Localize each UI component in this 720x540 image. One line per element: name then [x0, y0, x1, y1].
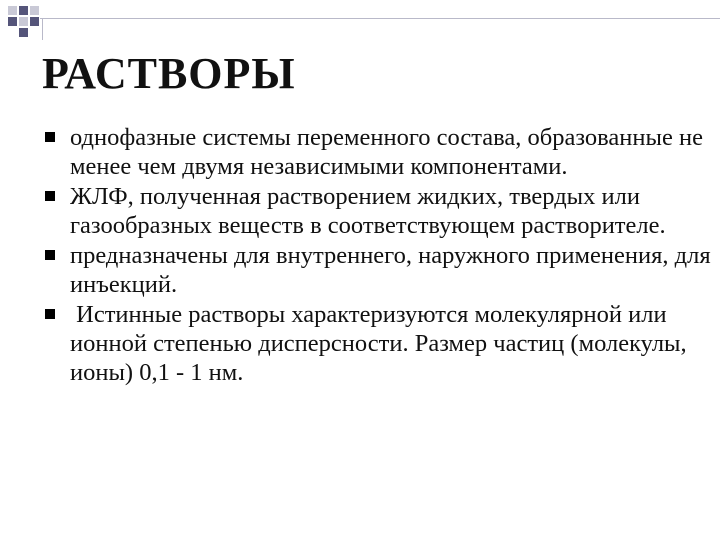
square-bullet-icon	[45, 132, 55, 142]
bullet-text: Истинные растворы характеризуются молекулярной или ионной степенью дисперсности. Размер частиц (молекулы, ионы) 0,1 - 1 нм.	[70, 301, 693, 386]
decor-square	[19, 6, 28, 15]
square-bullet-icon	[45, 191, 55, 201]
bullet-item	[40, 123, 716, 181]
bullet-list	[40, 123, 716, 388]
decor-square	[19, 28, 28, 37]
bullet-text: ЖЛФ, полученная растворением жидких, твердых или газообразных веществ в соответствующем растворителе.	[70, 183, 666, 239]
bullet-text: однофазные системы переменного состава, образованные не менее чем двумя независимыми компонентами.	[70, 124, 703, 180]
bullet-item	[40, 182, 716, 240]
square-bullet-icon	[45, 309, 55, 319]
decor-rule-vertical	[42, 18, 43, 40]
bullet-item	[40, 300, 716, 387]
corner-decoration	[0, 0, 720, 40]
square-bullet-icon	[45, 250, 55, 260]
decor-square	[8, 17, 17, 26]
decor-square	[30, 17, 39, 26]
decor-square	[30, 6, 39, 15]
decor-square	[8, 6, 17, 15]
decor-rule-horizontal	[40, 18, 720, 19]
slide-title: РАСТВОРЫ	[42, 49, 296, 98]
bullet-item	[40, 241, 716, 299]
decor-square	[19, 17, 28, 26]
bullet-text: предназначены для внутреннего, наружного применения, для инъекций.	[70, 242, 711, 298]
